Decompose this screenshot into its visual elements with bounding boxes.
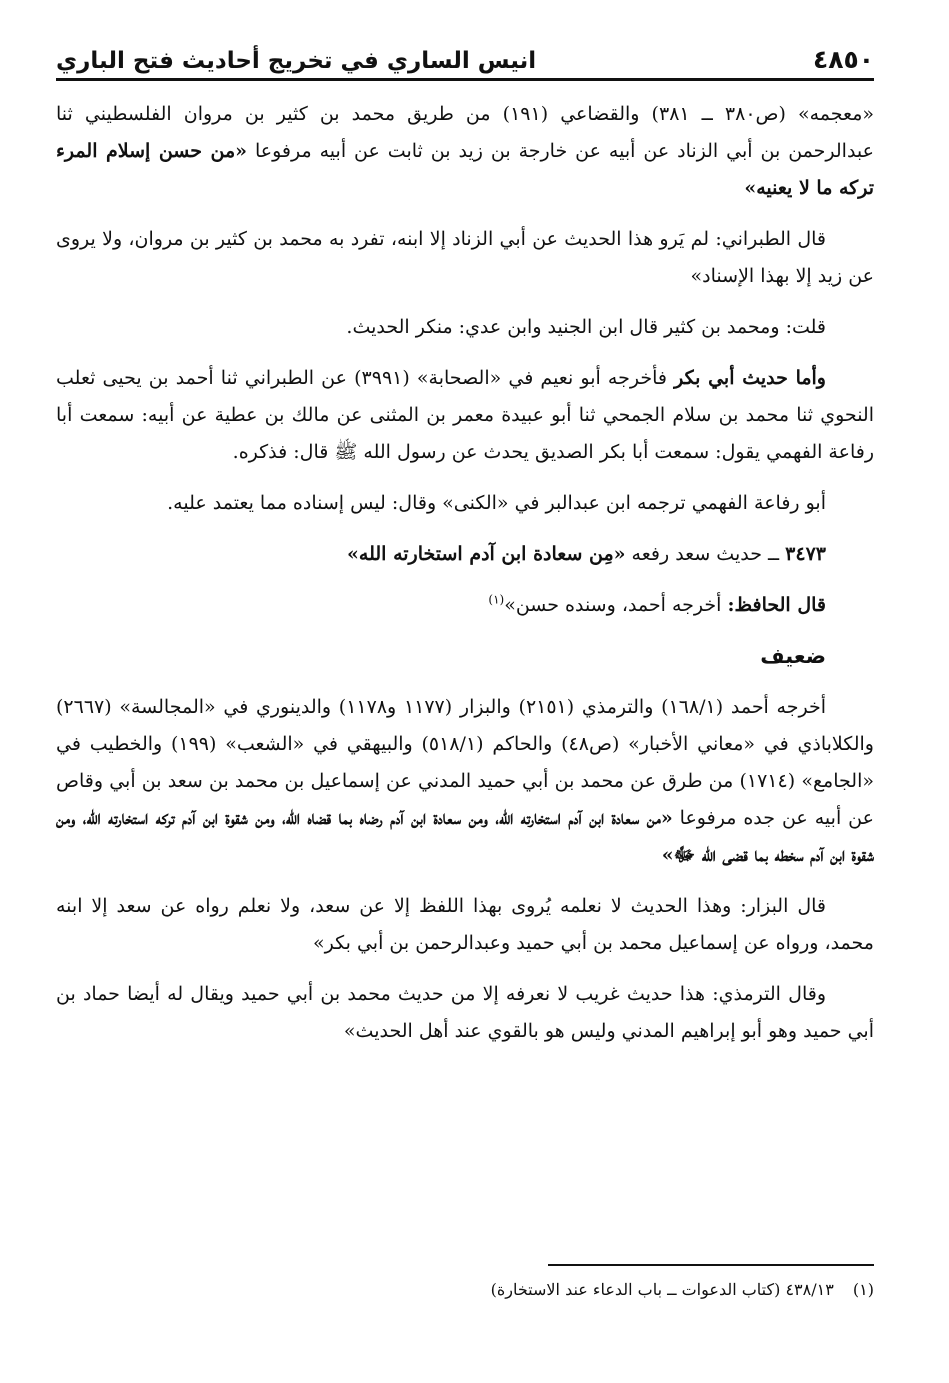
bold-text: «من حسن إسلام المرء تركه ما لا يعنيه»: [56, 140, 874, 199]
bold-text: ضعيف: [760, 644, 826, 668]
section-heading: [56, 638, 874, 675]
bold-text: «مِن سعادة ابن آدم استخارته الله»: [347, 543, 626, 565]
text-run: وقال الترمذي: هذا حديث غريب لا نعرفه إلا من حديث محمد بن أبي حميد ويقال له أيضا حماد بن أبي حميد وهو أبو إبراهيم المدني وليس هو بالقوي عند أهل الحديث»: [56, 983, 874, 1042]
paragraph: [56, 96, 874, 207]
paragraph: [56, 536, 874, 573]
bold-text: قال الحافظ:: [727, 594, 826, 616]
paragraph: [56, 587, 874, 624]
text-run: أخرجه أحمد، وسنده حسن»: [504, 594, 728, 616]
text-run: أبو رفاعة الفهمي ترجمه ابن عبدالبر في «الكنى» وقال: ليس إسناده مما يعتمد عليه.: [167, 492, 826, 514]
footnote-text: ٤٣٨/١٣ (كتاب الدعوات ــ باب الدعاء عند الاستخارة): [490, 1280, 834, 1299]
bold-text: وأما حديث أبي بكر: [674, 367, 826, 389]
header-rule: [56, 78, 874, 81]
paragraph: [56, 689, 874, 874]
text-run: قال الطبراني: لم يَرو هذا الحديث عن أبي الزناد إلا ابنه، تفرد به محمد بن كثير بن مروان، ولا يروى عن زيد إلا بهذا الإسناد»: [56, 228, 874, 287]
page-number: ٤٨٥٠: [812, 45, 874, 74]
text-run: قال البزار: وهذا الحديث لا نعلمه يُروى بهذا اللفظ إلا عن سعد، ولا نعلم رواه عن سعد إلا ابنه محمد، ورواه عن إسماعيل محمد بن أبي حميد وعبدالرحمن بن أبي بكر»: [56, 895, 874, 954]
paragraph: [56, 309, 874, 346]
text-run: فأخرجه أبو نعيم في «الصحابة» (٣٩٩١) عن الطبراني ثنا أحمد بن يحيى ثعلب النحوي ثنا محمد بن سلام الجمحي ثنا أبو عبيدة معمر بن المثنى عن مالك بن عطية عن أبيه: سمعت أبا رفاعة الفهمي يقول: سمعت أبا بكر الصديق يحدث عن رسول الله ﷺ قال: فذكره.: [56, 367, 874, 463]
paragraph: [56, 360, 874, 471]
bold-text: «من سعادة ابن آدم استخارته الله، ومن سعادة ابن آدم رضاه بما قضاه الله، ومن شقوة ابن آدم تركه استخارته الله، ومن شقوة ابن آدم سخطه بما قضى الله ﷻ»: [56, 807, 874, 866]
paragraph: [56, 221, 874, 295]
text-run: أخرجه أحمد (١٦٨/١) والترمذي (٢١٥١) والبزار (١١٧٧ و١١٧٨) والدينوري في «المجالسة» (٢٦٦٧) والكلاباذي في «معاني الأخبار» (ص٤٨) والحاكم (٥١٨/١) والبيهقي في «الشعب» (١٩٩) والخطيب في «الجامع» (١٧١٤) من طرق عن محمد بن أبي حميد المدني عن إسماعيل بن محمد بن سعد بن أبي وقاص عن أبيه عن جده مرفوعا: [56, 696, 874, 829]
text-run: «معجمه» (ص٣٨٠ ــ ٣٨١) والقضاعي (١٩١) من طريق محمد بن كثير بن مروان الفلسطيني ثنا عبدالرحمن بن أبي الزناد عن أبيه عن خارجة بن زيد بن ثابت عن أبيه مرفوعا: [56, 103, 875, 162]
paragraph: [56, 888, 874, 962]
bold-text: ٣٤٧٣: [785, 543, 826, 565]
book-title: انيس الساري في تخريج أحاديث فتح الباري: [56, 48, 537, 74]
text-run: قلت: ومحمد بن كثير قال ابن الجنيد وابن عدي: منكر الحديث.: [346, 316, 826, 338]
footnote-marker: (١): [852, 1280, 874, 1299]
footnote-rule: [548, 1264, 874, 1266]
running-header: [56, 34, 874, 74]
text-run: ــ حديث سعد رفعه: [625, 543, 786, 565]
paragraph: [56, 976, 874, 1050]
paragraph: [56, 485, 874, 522]
footnote: [56, 1276, 874, 1304]
footnote-reference: (١): [488, 592, 505, 607]
main-text: [56, 96, 874, 1064]
